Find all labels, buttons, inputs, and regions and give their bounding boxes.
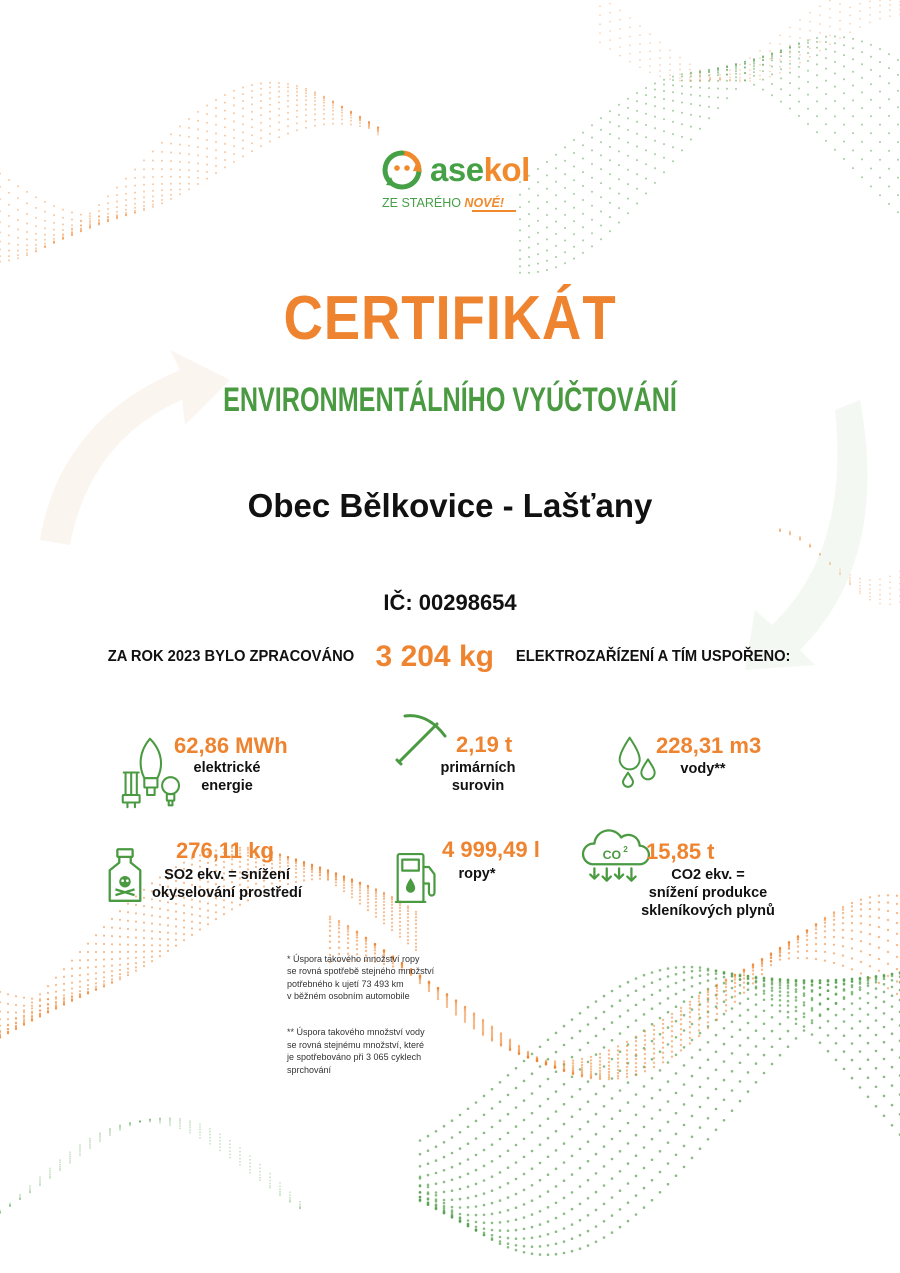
- water-drops-icon: [618, 733, 658, 789]
- certificate-subtitle: ENVIRONMENTÁLNÍHO VYÚČTOVÁNÍ: [223, 381, 677, 419]
- processed-amount: 3 204 kg: [375, 640, 494, 673]
- stat-co2: [580, 825, 790, 930]
- stat-value: 4 999,49 l: [442, 837, 540, 862]
- fuel-pump-icon: [394, 847, 440, 909]
- light-bulbs-icon: [116, 735, 182, 810]
- asekol-logo: [378, 146, 528, 222]
- stat-water: [616, 725, 786, 805]
- stat-value: 276,11 kg: [176, 838, 274, 863]
- stat-label: elektrické energie: [193, 760, 261, 794]
- stat-raw-materials: [392, 710, 552, 810]
- stat-label: SO2 ekv. = snížení okyselování prostředí: [152, 867, 302, 901]
- logo-tagline: ZE STARÉHO NOVÉ!: [382, 196, 505, 210]
- stat-label: CO2 ekv. = snížení produkce skleníkových plynů: [641, 867, 775, 919]
- footnote-water: ** Úspora takového množství vody se rovná stejnému množství, které je spotřebováno při 3 065 cyklech sprchování: [287, 1027, 425, 1075]
- stat-value: 62,86 MWh: [174, 733, 288, 758]
- footnotes: [287, 940, 467, 1100]
- stat-value: 15,85 t: [646, 839, 715, 864]
- organization-id: IČ: 00298654: [383, 590, 517, 615]
- stat-label: vody**: [680, 761, 726, 777]
- faint-recycle-arrow: [745, 400, 868, 670]
- svg-text:2: 2: [623, 844, 628, 854]
- tagline-underline: [472, 210, 516, 212]
- organization-name: Obec Bělkovice - Lašťany: [247, 487, 653, 524]
- footnote-oil: * Úspora takového množství ropy se rovná spotřebě stejného množství potřebného k ujetí 73 493 km v běžném osobním automobile: [287, 953, 435, 1001]
- stat-oil: [394, 835, 554, 915]
- stat-label: primárních surovin: [440, 760, 516, 794]
- summary-suffix: ELEKTROZAŘÍZENÍ A TÍM USPOŘENO:: [516, 648, 791, 665]
- stat-value: 228,31 m3: [656, 733, 762, 758]
- toxic-bottle-icon: [104, 847, 146, 905]
- summary-prefix: ZA ROK 2023 BYLO ZPRACOVÁNO: [107, 648, 355, 665]
- stat-label: ropy*: [458, 866, 496, 882]
- stat-so2: [100, 835, 320, 925]
- recycle-smile-icon: [382, 150, 422, 190]
- stat-electricity: [112, 725, 312, 815]
- processed-summary: [0, 640, 900, 674]
- certificate-title: CERTIFIKÁT: [283, 284, 617, 353]
- logo-wordmark: asekol: [430, 151, 530, 188]
- svg-text:CO: CO: [602, 848, 622, 863]
- stat-value: 2,19 t: [456, 732, 513, 757]
